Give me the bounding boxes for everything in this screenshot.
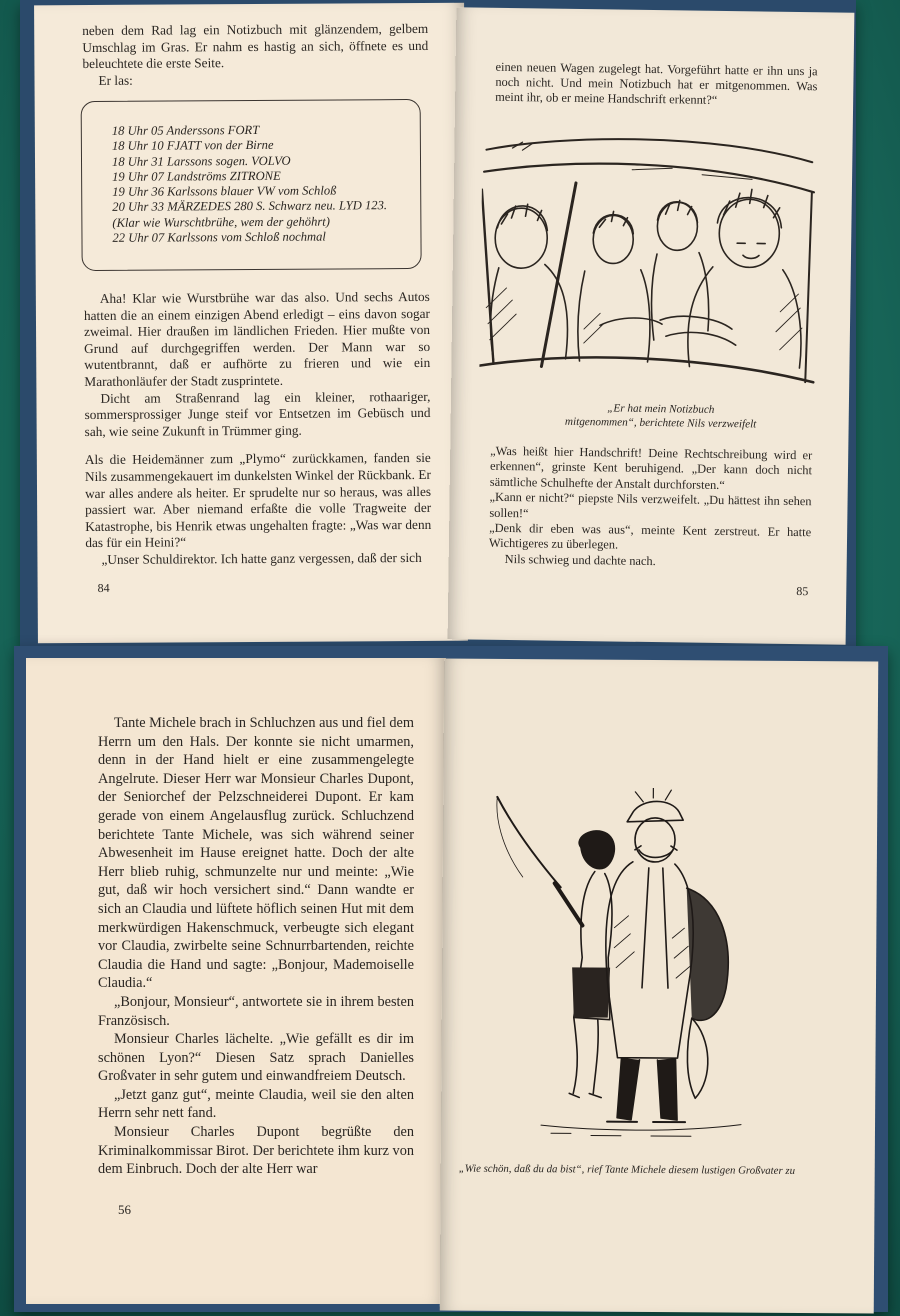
intro-text: einen neuen Wagen zugelegt hat. Vorgeführt hatte er ihn uns ja noch nicht. Und mein Notizbuch hat er mitgenommen. Was meint ihr, ob er meine Handschrift erkennt?“	[495, 59, 818, 107]
paragraph: „Denk dir eben was aus“, meinte Kent zerstreut. Er hatte Wichtigeres zu überlegen.	[488, 520, 812, 552]
body-text	[84, 289, 432, 569]
page-number: 56	[118, 1202, 131, 1217]
page-number: 84	[97, 580, 110, 595]
notebook-entry: 18 Uhr 10 FJATT von der Birne	[111, 138, 274, 154]
paragraph: Dicht am Straßenrand lag ein kleiner, rothaariger, sommersprossiger Junge steif vor Entsetzen im Gebüsch und sah, wie seine Zukunft in Trümmer ging.	[84, 388, 431, 439]
paragraph: „Jetzt ganz gut“, meinte Claudia, weil sie den alten Herrn sehr nett fand.	[98, 1086, 414, 1122]
page-57	[440, 658, 879, 1313]
paragraph: Monsieur Charles Dupont begrüßte den Kriminalkommissar Birot. Der berichtete ihm kurz von dem Einbruch. Doch der alte Herr war	[98, 1124, 414, 1178]
paragraph: „Kann er nicht?“ piepste Nils verzweifelt. „Du hättest ihn sehen sollen!“	[489, 489, 812, 520]
grandfather-and-girl-illustration	[481, 787, 774, 1149]
caption-line: „Er hat mein Notizbuch	[607, 402, 715, 416]
notebook-entry: 18 Uhr 31 Larssons sogen. VOLVO	[111, 153, 291, 169]
notebook-entries	[112, 122, 387, 246]
paragraph: Nils schwieg und dachte nach.	[504, 551, 656, 568]
notebook-entry: 19 Uhr 07 Landströms ZITRONE	[112, 168, 281, 184]
notebook-entry: 22 Uhr 07 Karlssons vom Schloß nochmal	[112, 229, 326, 245]
notebook-entry: 20 Uhr 33 MÄRZEDES 280 S. Schwarz neu. LYD 123.	[112, 198, 388, 215]
paragraph: Aha! Klar wie Wurstbrühe war das also. Und sechs Autos hatten die an einem einzigen Abend erledigt – eins davon sogar zweimal. Hier draußen im ländlichen Frieden. Hier mußte von Grund auf durchgegriffen werden. Der Mann war so wutentbrannt, daß er aufhörte zu frieren und wie ein Marathonläufer der Stadt zusprintete.	[83, 288, 431, 389]
bottom-book	[14, 646, 888, 1312]
intro-paragraph: neben dem Rad lag ein Notizbuch mit glänzendem, gelbem Umschlag im Gras. Er nahm es hastig an sich, öffnete es und beleuchtete die erste Seite.	[82, 20, 429, 72]
body-text	[98, 714, 414, 1179]
intro-read-line: Er las:	[98, 72, 133, 88]
paragraph: „Was heißt hier Handschrift! Deine Rechtschreibung wird er erkennen“, grinste Kent beruhigend. „Der kann doch nicht sämtliche Schulhefte der Anstalt durchforsten.“	[489, 443, 813, 492]
intro-text	[82, 21, 428, 89]
notebook-entry: 19 Uhr 36 Karlssons blauer VW vom Schloß	[112, 183, 337, 200]
page-number: 85	[796, 584, 809, 599]
illustration-caption: „Wie schön, daß du da bist“, rief Tante Michele diesem lustigen Großvater zu	[458, 1162, 796, 1177]
body-text	[489, 444, 813, 572]
notebook-entry: 18 Uhr 05 Anderssons FORT	[111, 122, 260, 138]
notebook-box	[81, 99, 422, 271]
paragraph: „Bonjour, Monsieur“, antwortete sie in ihrem besten Französisch.	[98, 993, 414, 1029]
caption-line: mitgenommen“, berichtete Nils verzweifelt	[564, 415, 757, 431]
page-56	[26, 658, 446, 1304]
car-passengers-illustration	[479, 128, 819, 395]
illustration-caption	[561, 401, 761, 432]
paragraph: „Unser Schuldirektor. Ich hatte ganz vergessen, daß der sich	[101, 549, 422, 567]
paragraph: Als die Heidemänner zum „Plymo“ zurückkamen, fanden sie Nils zusammengekauert im dunkelsten Winkel der Rückbank. Er war alles andere als heiter. Er sprudelte nur so heraus, was alles passiert war. Aber niemand erfaßte die volle Tragweite der Katastrophe, bis Henrik etwas ungehalten fragte: „Was war denn das für ein Heini?“	[84, 450, 432, 551]
page-85	[448, 7, 855, 644]
notebook-entry: (Klar wie Wurschtbrühe, wem der gehöhrt)	[112, 214, 331, 230]
top-book	[20, 0, 856, 648]
paragraph: Monsieur Charles lächelte. „Wie gefällt es dir im schönen Lyon?“ Diesen Satz sprach Danielles Großvater in sehr gutem und einwandfreiem Deutsch.	[98, 1031, 414, 1085]
paragraph: Tante Michele brach in Schluchzen aus und fiel dem Herrn um den Hals. Der konnte sie nicht umarmen, denn in der Hand hielt er eine zusammengelegte Angelrute. Dieser Herr war Monsieur Charles Dupont, der Seniorchef der Pelzschneiderei Dupont. Er kam gerade von einem Angelausflug zurück. Schluchzend berichtete Tante Michele, was sich während seiner Abwesenheit im Hause ereignet hatte. Doch der alte Herr blieb ruhig, schmunzelte nur und meinte: „Wie gut, daß wir hoch versichert sind.“ Dann wandte er sich an Claudia und lüftete höflich seinen Hut mit dem merkwürdigen Hakenschmuck, verbeugte sich elegant vor Claudia, zwirbelte seine Schnurrbartenden, reichte Claudia die Hand und sagte: „Bonjour, Mademoiselle Claudia.“	[98, 715, 414, 992]
page-84	[34, 3, 468, 644]
